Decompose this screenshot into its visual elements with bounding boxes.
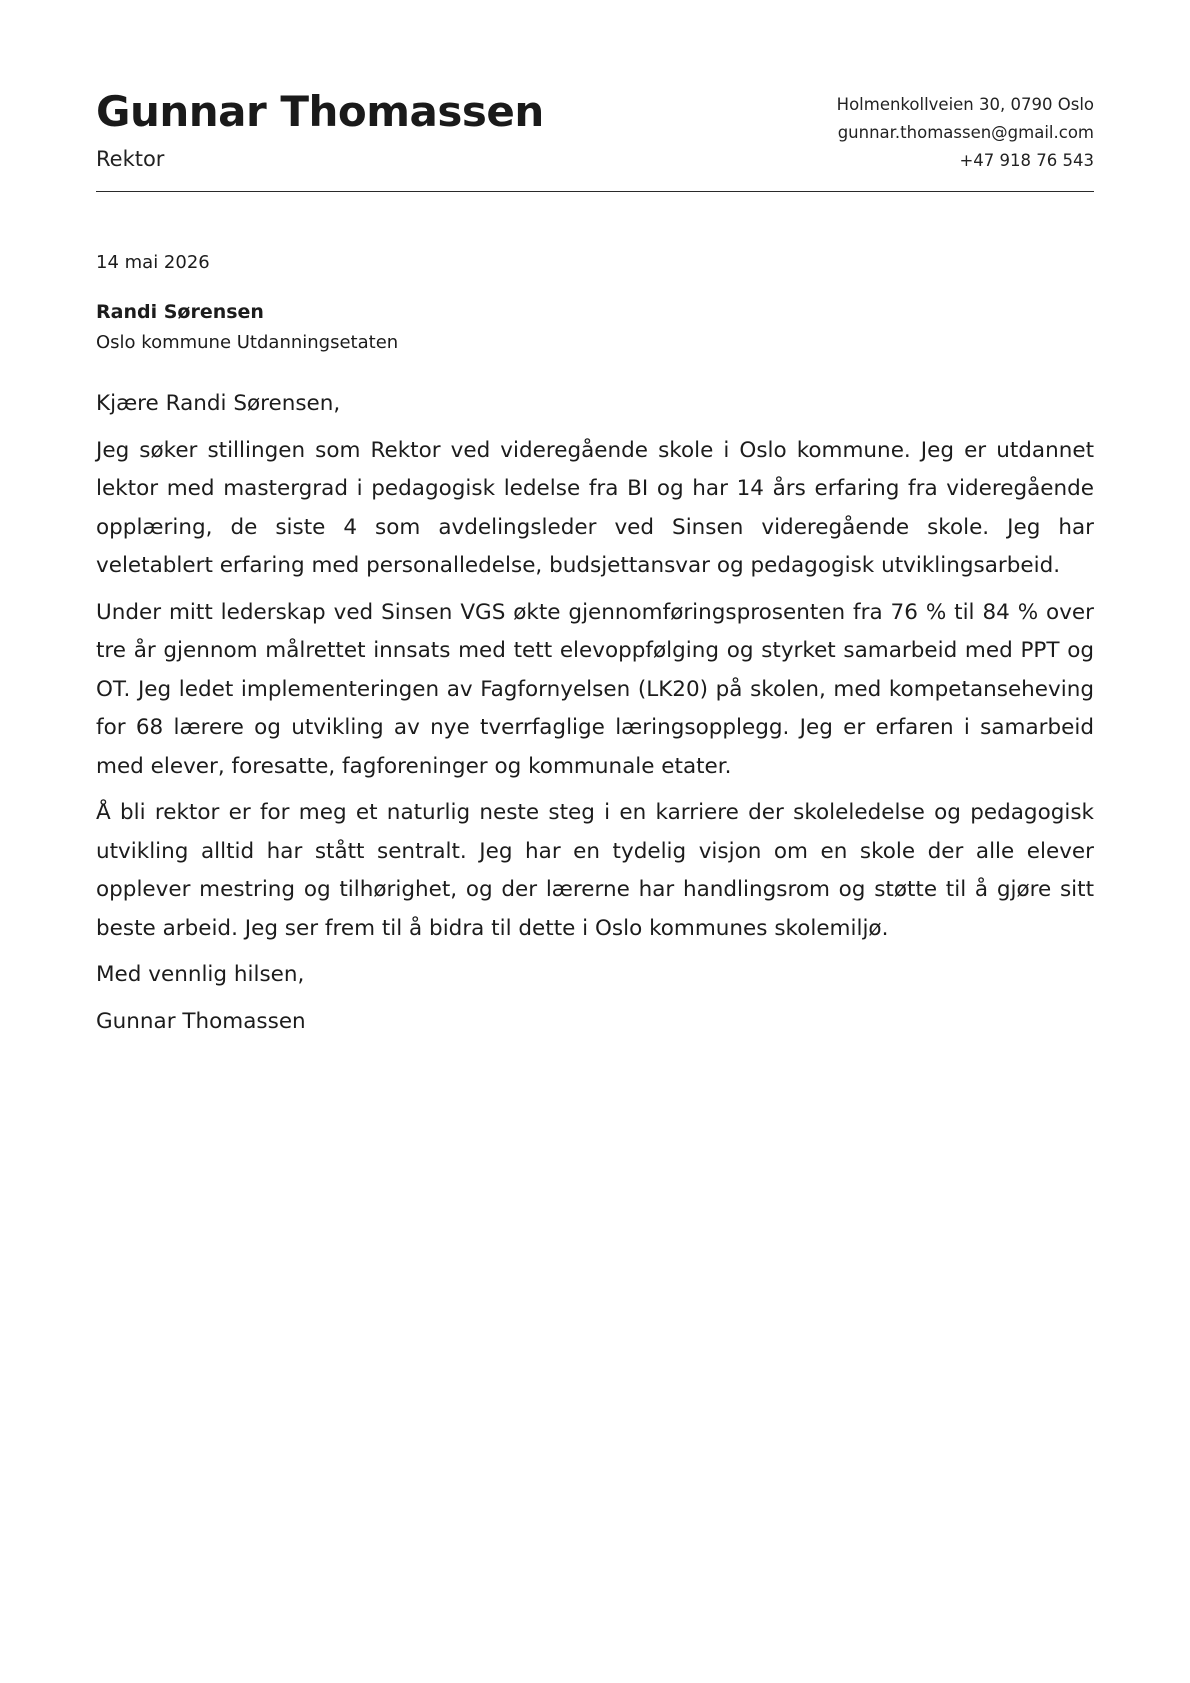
body-paragraph-3: Å bli rektor er for meg et naturlig neste steg i en karriere der skoleledelse og pedagogisk utvikling alltid har stått sentralt. Jeg har en tydelig visjon om en skole der alle elever opplever mestring og tilhørighet, og der lærerne har handlingsrom og støtte til å gjøre sitt beste arbeid. Jeg ser frem til å bidra til dette i Oslo kommunes skolemiljø.: [96, 800, 1094, 941]
recipient-name: Randi Sørensen: [96, 301, 264, 323]
sender-address: Holmenkollveien 30, 0790 Oslo: [836, 95, 1094, 114]
letter-header: [96, 82, 1094, 192]
salutation: Kjære Randi Sørensen,: [96, 391, 341, 416]
sender-phone: +47 918 76 543: [959, 151, 1094, 170]
recipient-organization: Oslo kommune Utdanningsetaten: [96, 332, 399, 353]
sender-contact: [837, 91, 1094, 175]
signature: Gunnar Thomassen: [96, 1008, 306, 1034]
sender-identity: [96, 82, 544, 174]
sender-title: Rektor: [96, 147, 165, 171]
body-paragraph-1: Jeg søker stillingen som Rektor ved videregående skole i Oslo kommune. Jeg er utdannet lektor med mastergrad i pedagogisk ledelse fra BI og har 14 års erfaring fra videregående opplæring, de siste 4 som avdelingsleder ved Sinsen videregående skole. Jeg har veletablert erfaring med personalledelse, budsjettansvar og pedagogisk utviklingsarbeid.: [96, 437, 1094, 578]
sender-name: Gunnar Thomassen: [96, 87, 544, 136]
closing: Med vennlig hilsen,: [96, 962, 305, 987]
sender-email: gunnar.thomassen@gmail.com: [837, 123, 1094, 142]
body-paragraph-2: Under mitt lederskap ved Sinsen VGS økte gjennomføringsprosenten fra 76 % til 84 % over tre år gjennom målrettet innsats med tett elevoppfølging og styrket samarbeid med PPT og OT. Jeg ledet implementeringen av Fagfornyelsen (LK20) på skolen, med kompetanseheving for 68 lærere og utvikling av nye tverrfaglige læringsopplegg. Jeg er erfaren i samarbeid med elever, foresatte, fagforeninger og kommunale etater.: [96, 599, 1094, 779]
letter-body: [96, 385, 1094, 1041]
letter-date: 14 mai 2026: [96, 252, 210, 273]
